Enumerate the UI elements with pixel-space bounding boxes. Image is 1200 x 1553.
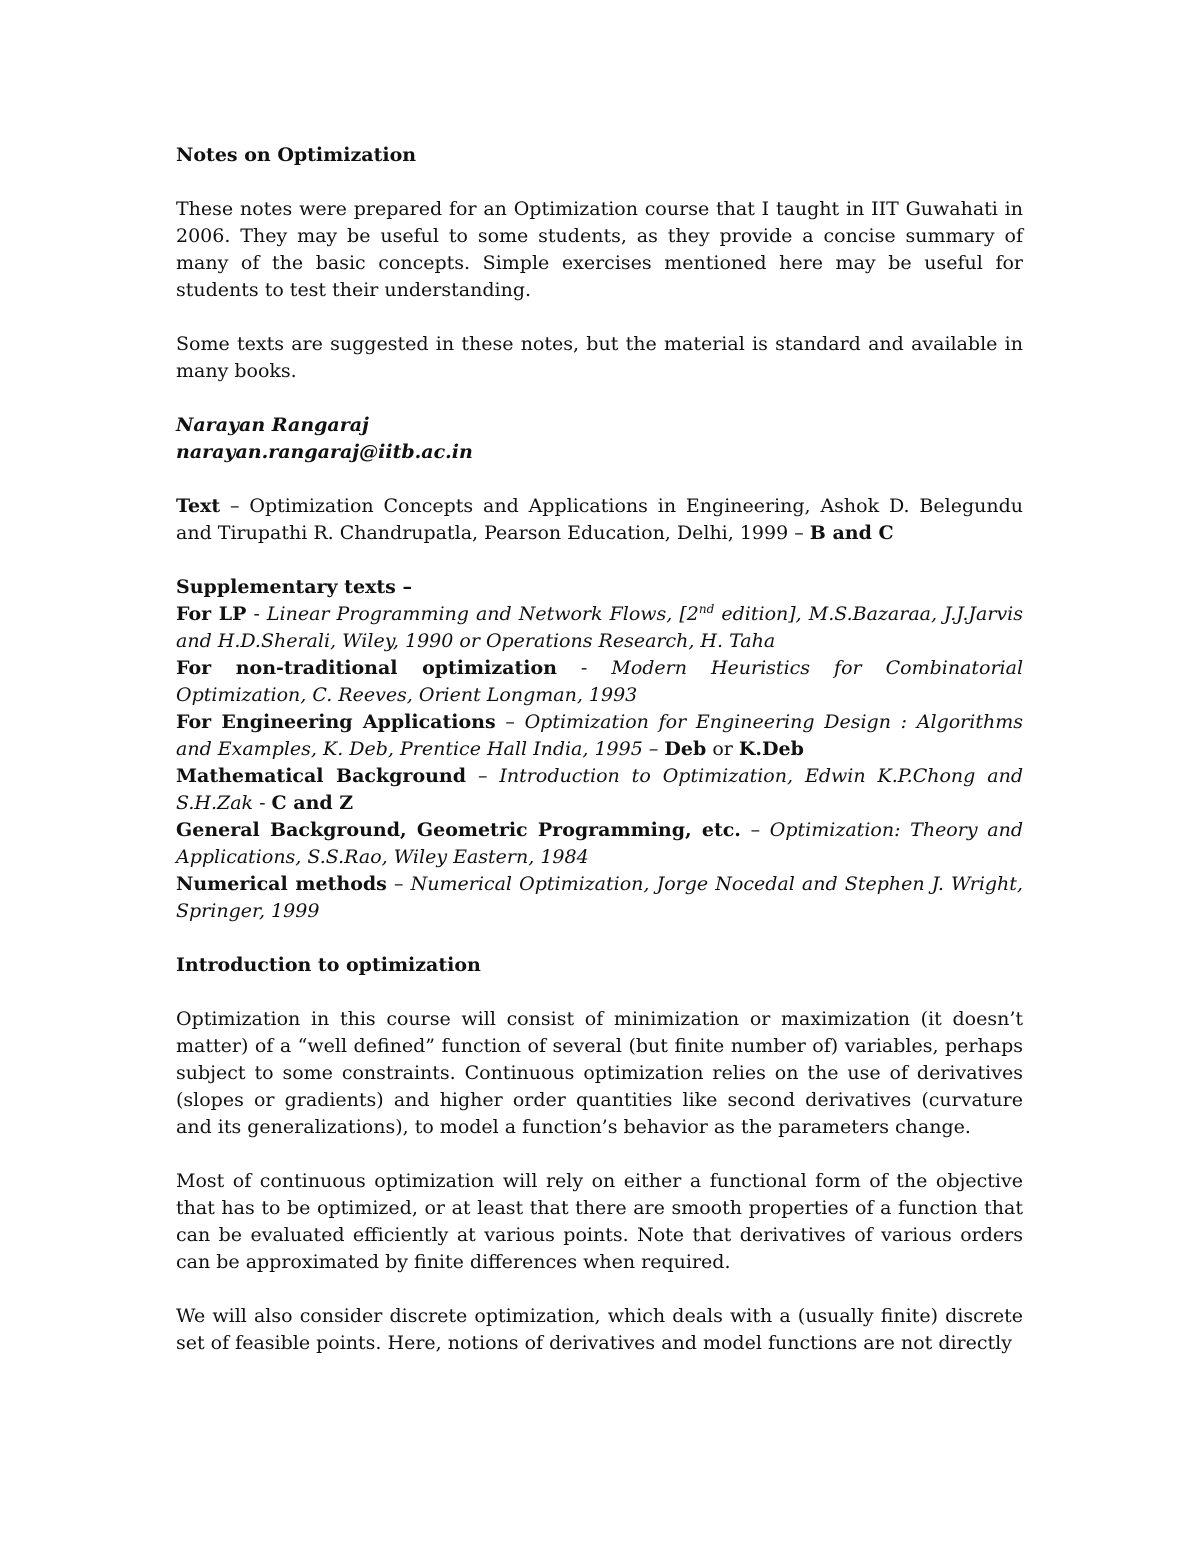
nontrad-label: For non-traditional optimization bbox=[176, 657, 557, 679]
spacer bbox=[176, 979, 1023, 1006]
author-name: Narayan Rangaraj bbox=[176, 414, 369, 436]
spacer bbox=[176, 169, 1023, 196]
spacer bbox=[176, 466, 1023, 493]
text-dash: – bbox=[220, 495, 250, 517]
eng-or: or bbox=[706, 738, 739, 760]
author-email: narayan.rangaraj@iitb.ac.in bbox=[176, 441, 473, 463]
nontrad-body: Modern Heuristics for Combinatorial Optimization, C. Reeves, Orient Longman, 1993 bbox=[176, 657, 1024, 706]
eng-separator-2: – bbox=[642, 738, 665, 760]
reference-general bbox=[176, 817, 1023, 871]
math-separator-2: - bbox=[253, 792, 272, 814]
spacer bbox=[176, 547, 1023, 574]
eng-body: Optimization for Engineering Design : Algorithms and Examples, K. Deb, Prentice Hall India, 1995 bbox=[176, 711, 1023, 760]
lp-body-b: edition], M.S.Bazaraa, J.J.Jarvis and H.D.Sherali, Wiley, 1990 or Operations Research, H. Taha bbox=[176, 603, 1024, 652]
document-title: Notes on Optimization bbox=[176, 144, 417, 166]
numerical-body: Numerical Optimization, Jorge Nocedal and Stephen J. Wright, Springer, 1999 bbox=[176, 873, 1023, 922]
reference-mathematical bbox=[176, 763, 1023, 817]
lp-superscript: nd bbox=[698, 602, 715, 616]
eng-label: For Engineering Applications bbox=[176, 711, 496, 733]
intro-paragraph-1: These notes were prepared for an Optimization course that I taught in IIT Guwahati in 2006. They may be useful to some students, as they provide a concise summary of many of the basic concepts. Simple exercises mentioned here may be useful for students to test their understanding. bbox=[176, 198, 1023, 301]
spacer bbox=[176, 1276, 1023, 1303]
spacer bbox=[176, 304, 1023, 331]
lp-separator: - bbox=[246, 603, 267, 625]
numerical-label: Numerical methods bbox=[176, 873, 387, 895]
text-abbreviation: B and C bbox=[809, 522, 894, 544]
reference-numerical bbox=[176, 871, 1023, 925]
eng-separator: – bbox=[495, 711, 525, 733]
spacer bbox=[176, 1141, 1023, 1168]
reference-nontraditional bbox=[176, 655, 1023, 709]
intro-paragraph-2: Some texts are suggested in these notes, but the material is standard and available in many books. bbox=[176, 333, 1023, 382]
eng-abbreviation-1: Deb bbox=[664, 738, 707, 760]
lp-body-a: Linear Programming and Network Flows, [2 bbox=[266, 603, 699, 625]
spacer bbox=[176, 925, 1023, 952]
nontrad-separator: - bbox=[556, 657, 612, 679]
reference-lp bbox=[176, 601, 1023, 655]
math-body: Introduction to Optimization, Edwin K.P.Chong and S.H.Zak bbox=[176, 765, 1023, 814]
main-text-reference bbox=[176, 493, 1023, 547]
general-body: Optimization: Theory and Applications, S.S.Rao, Wiley Eastern, 1984 bbox=[176, 819, 1023, 868]
document-page bbox=[176, 142, 1023, 1357]
reference-engineering bbox=[176, 709, 1023, 763]
general-label: General Background, Geometric Programming, etc. bbox=[176, 819, 741, 841]
introduction-paragraph-3: We will also consider discrete optimization, which deals with a (usually finite) discrete set of feasible points. Here, notions of derivatives and model functions are not directly bbox=[176, 1305, 1023, 1354]
introduction-paragraph-1: Optimization in this course will consist of minimization or maximization (it doesn’t matter) of a “well defined” function of several (but finite number of) variables, perhaps subject to some constraints. Continuous optimization relies on the use of derivatives (slopes or gradients) and higher order quantities like second derivatives (curvature and its generalizations), to model a function’s behavior as the parameters change. bbox=[176, 1008, 1023, 1138]
lp-label: For LP bbox=[176, 603, 247, 625]
spacer bbox=[176, 385, 1023, 412]
general-separator: – bbox=[740, 819, 770, 841]
numerical-separator: – bbox=[386, 873, 411, 895]
math-label: Mathematical Background bbox=[176, 765, 467, 787]
supplementary-heading: Supplementary texts – bbox=[176, 576, 412, 598]
math-separator: – bbox=[466, 765, 500, 787]
math-abbreviation: C and Z bbox=[271, 792, 354, 814]
text-label: Text bbox=[176, 495, 221, 517]
eng-abbreviation-2: K.Deb bbox=[738, 738, 804, 760]
introduction-paragraph-2: Most of continuous optimization will rely on either a functional form of the objective that has to be optimized, or at least that there are smooth properties of a function that can be evaluated efficiently at various points. Note that derivatives of various orders can be approximated by finite differences when required. bbox=[176, 1170, 1023, 1273]
introduction-heading: Introduction to optimization bbox=[176, 954, 481, 976]
text-body: Optimization Concepts and Applications in Engineering, Ashok D. Belegundu and Tirupathi R. Chandrupatla, Pearson Education, Delhi, 1999 – bbox=[176, 495, 1023, 544]
